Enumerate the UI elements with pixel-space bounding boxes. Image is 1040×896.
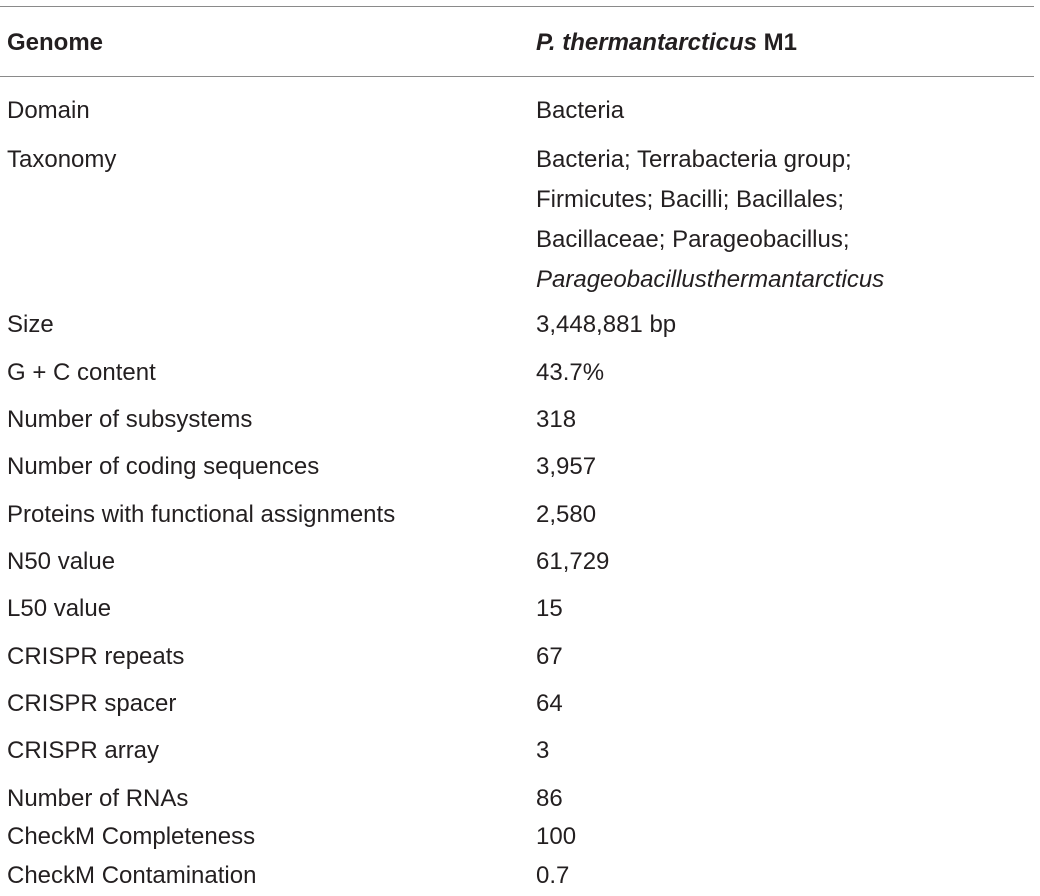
taxonomy-line: Firmicutes; Bacilli; Bacillales; [536,186,845,213]
row-label: CheckM Completeness [7,823,256,850]
row-label: G + C content [7,359,156,386]
row-value: 3 [536,737,550,764]
row-label: Domain [7,97,90,124]
header-organism-italic: P. thermantarcticus [536,29,757,56]
row-value: 15 [536,595,563,622]
header-genome: Genome [7,29,104,56]
row-label: Number of RNAs [7,785,189,812]
row-value: 3,957 [536,453,597,480]
table-header-row [0,26,1034,60]
row-label: Number of coding sequences [7,453,320,480]
row-value: 67 [536,643,563,670]
row-label: Size [7,311,54,338]
row-value: 2,580 [536,501,597,528]
row-label: L50 value [7,595,112,622]
row-value: 61,729 [536,548,610,575]
row-label: CheckM Contamination [7,862,257,889]
taxonomy-species-line: Parageobacillusthermantarcticus [536,266,885,293]
row-label: CRISPR repeats [7,643,185,670]
row-value: Bacteria [536,97,625,124]
row-label: Proteins with functional assignments [7,501,396,528]
header-organism-strain: M1 [756,29,797,56]
row-value: 64 [536,690,563,717]
row-value: 100 [536,823,577,850]
row-label: CRISPR spacer [7,690,177,717]
row-label: N50 value [7,548,116,575]
header-organism [536,26,797,60]
table-top-rule [0,6,1034,7]
taxonomy-line: Bacillaceae; Parageobacillus; [536,226,850,253]
row-label: Taxonomy [7,146,117,173]
row-value: 318 [536,406,577,433]
table-header-rule [0,76,1034,77]
row-value: 86 [536,785,563,812]
row-label: CRISPR array [7,737,160,764]
row-value: 0.7 [536,862,570,889]
row-value: 43.7% [536,359,605,386]
row-label: Number of subsystems [7,406,253,433]
taxonomy-line: Bacteria; Terrabacteria group; [536,146,852,173]
row-value-multiline [536,140,884,300]
row-value: 3,448,881 bp [536,311,677,338]
